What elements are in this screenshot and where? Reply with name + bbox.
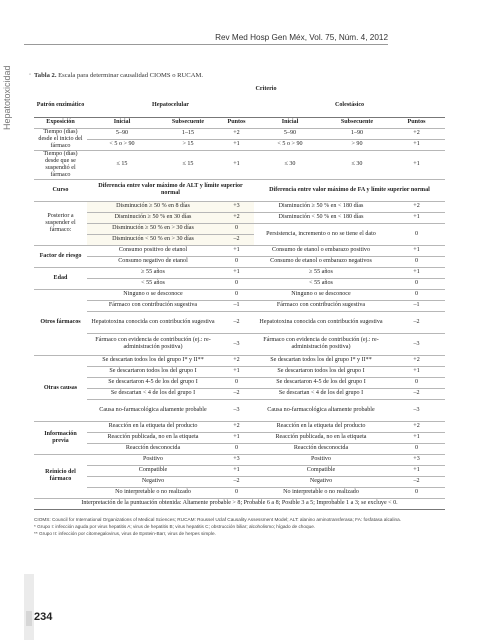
table-cell: Negativo — [87, 476, 219, 487]
col-exposicion: Exposición — [34, 117, 87, 128]
table-cell: 0 — [388, 223, 445, 245]
table-cell: < 55 años — [87, 278, 219, 289]
table-cell: ≤ 30 — [326, 150, 388, 179]
table-cell: Ninguno o se desconoce — [254, 289, 388, 300]
curso-header-fa: Diferencia entre valor máximo de FA y límite superior normal — [254, 179, 445, 201]
causality-table — [34, 84, 445, 510]
table-cell: 1–15 — [157, 128, 219, 139]
side-label-text: Hepatotoxicidad — [2, 65, 12, 130]
row-label-factor-riesgo: Factor de riesgo — [34, 245, 87, 267]
bullet-icon: ◦ — [29, 72, 32, 78]
table-cell: Consumo negativo de etanol — [87, 256, 219, 267]
table-cell: Disminución ≥ 50 % en > 30 días — [87, 223, 219, 234]
col-puntos-col: Puntos — [388, 117, 445, 128]
table-cell: Causa no-farmacológica altamente probable — [254, 399, 388, 421]
table-cell: Reacción desconocida — [87, 443, 219, 454]
table-cell: Disminución ≥ 50 % en 8 días — [87, 201, 219, 212]
row-label-tiempo-suspension: Tiempo (días) desde que se suspendió el fármaco — [34, 150, 87, 179]
table-cell: +1 — [219, 432, 254, 443]
row-label-informacion-previa: Información previa — [34, 421, 87, 454]
table-cell: +2 — [219, 212, 254, 223]
table-cell: Negativo — [254, 476, 388, 487]
col-puntos-hep: Puntos — [219, 117, 254, 128]
table-cell: Reacción desconocida — [254, 443, 388, 454]
table-cell: +1 — [219, 245, 254, 256]
table-cell: Fármaco con evidencia de contribución (ej.: re-administración positiva) — [87, 333, 219, 355]
interpretation-row: Interpretación de la puntuación obtenida: Altamente probable > 8; Probable 6 a 8; Posible 3 a 5; Improbable 1 a 3; se excluye < 0. — [34, 498, 445, 509]
page-number: 234 — [34, 611, 53, 623]
table-cell: Consumo positivo de etanol — [87, 245, 219, 256]
table-cell: –2 — [219, 388, 254, 399]
table-cell: +2 — [219, 355, 254, 366]
colestasico-header: Colestásico — [254, 95, 445, 117]
table-cell: +1 — [388, 465, 445, 476]
table-title-caption: Escala para determinar causalidad CIOMS o RUCAM. — [56, 72, 203, 79]
table-cell: Disminución ≥ 50 % en 30 días — [87, 212, 219, 223]
table-cell: 0 — [388, 278, 445, 289]
table-cell: –3 — [219, 333, 254, 355]
table-cell: Positivo — [87, 454, 219, 465]
table-cell: Hepatotoxina conocida con contribución sugestiva — [254, 311, 388, 333]
table-cell: ≥ 55 años — [87, 267, 219, 278]
header-rule — [24, 44, 388, 45]
table-cell: –2 — [388, 388, 445, 399]
table-cell: 0 — [388, 377, 445, 388]
table-cell: +2 — [388, 201, 445, 212]
table-title — [34, 72, 203, 79]
table-cell: 0 — [219, 377, 254, 388]
table-cell: 0 — [219, 487, 254, 498]
table-cell: Se descartaron 4-5 de los del grupo I — [87, 377, 219, 388]
hepatocelular-header: Hepatocelular — [87, 95, 254, 117]
table-cell: +1 — [388, 150, 445, 179]
table-cell: Persistencia, incremento o no se tiene el dato — [254, 223, 388, 245]
table-cell: +1 — [388, 139, 445, 150]
table-cell: +3 — [388, 454, 445, 465]
table-cell: ≤ 15 — [157, 150, 219, 179]
page-number-accent — [26, 611, 32, 626]
table-cell: 0 — [388, 443, 445, 454]
table-cell: ≤ 15 — [87, 150, 157, 179]
table-cell: Reacción publicada, no en la etiqueta — [254, 432, 388, 443]
table-cell: +1 — [219, 465, 254, 476]
table-cell: Consumo de etanol o embarazo negativos — [254, 256, 388, 267]
table-cell: Reacción en la etiqueta del producto — [254, 421, 388, 432]
table-cell: Se descartan todos los del grupo I* y II** — [87, 355, 219, 366]
table-cell: +2 — [219, 128, 254, 139]
table-cell: –2 — [219, 234, 254, 245]
table-cell: Causa no-farmacológica altamente probable — [87, 399, 219, 421]
table-cell: Reacción publicada, no en la etiqueta — [87, 432, 219, 443]
section-side-label — [1, 20, 15, 140]
table-cell: –2 — [219, 476, 254, 487]
table-cell: Fármaco con contribución sugestiva — [254, 300, 388, 311]
table-cell: –3 — [388, 399, 445, 421]
table-cell: 0 — [388, 487, 445, 498]
table-cell: Reacción en la etiqueta del producto — [87, 421, 219, 432]
col-inicial-col: Inicial — [254, 117, 326, 128]
row-label-reinicio: Reinicio del fármaco — [34, 454, 87, 498]
table-cell: –2 — [388, 311, 445, 333]
table-cell: Se descartan todos los del grupo I* y II** — [254, 355, 388, 366]
col-inicial-hep: Inicial — [87, 117, 157, 128]
running-header: Rev Med Hosp Gen Méx, Vol. 75, Núm. 4, 2012 — [215, 33, 388, 42]
table-cell: Se descartan < 4 de los del grupo I — [254, 388, 388, 399]
table-cell: Compatible — [87, 465, 219, 476]
table-cell: Disminución ≥ 50 % en < 180 días — [254, 201, 388, 212]
col-subsecuente-col: Subsecuente — [326, 117, 388, 128]
table-footnotes — [34, 517, 445, 537]
table-cell: 0 — [219, 256, 254, 267]
table-cell: Positivo — [254, 454, 388, 465]
table-cell: +3 — [219, 454, 254, 465]
table-cell: > 15 — [157, 139, 219, 150]
table-cell: +1 — [388, 245, 445, 256]
row-label-otros-farmacos: Otros fármacos — [34, 289, 87, 355]
table-cell: Ninguno o se desconoce — [87, 289, 219, 300]
row-label-tiempo-inicio: Tiempo (días) desde el inicio del fármaco — [34, 128, 87, 150]
table-cell: +1 — [388, 432, 445, 443]
table-cell: +1 — [219, 267, 254, 278]
table-cell: 0 — [219, 278, 254, 289]
table-cell: Disminución < 50 % en > 30 días — [87, 234, 219, 245]
table-cell: +2 — [388, 128, 445, 139]
table-cell: No interpretable o no realizado — [254, 487, 388, 498]
table-cell: +1 — [388, 366, 445, 377]
table-cell: –3 — [388, 333, 445, 355]
table-cell: < 55 años — [254, 278, 388, 289]
table-cell: < 5 o > 90 — [87, 139, 157, 150]
row-label-otras-causas: Otras causas — [34, 355, 87, 421]
table-cell: Disminución < 50 % en < 180 días — [254, 212, 388, 223]
criterio-header: Criterio — [255, 86, 277, 92]
table-cell: 5–90 — [254, 128, 326, 139]
table-cell: 0 — [388, 289, 445, 300]
table-cell: +1 — [388, 267, 445, 278]
table-cell: 0 — [219, 223, 254, 234]
table-cell: ≥ 55 años — [254, 267, 388, 278]
table-cell: 5–90 — [87, 128, 157, 139]
row-label-curso: Curso — [34, 179, 87, 201]
footnote-grupo-2: ** Grupo II: infección por citomegalovirus, virus de Epstein-Barr, virus de herpes simple. — [34, 530, 216, 536]
table-cell: +1 — [219, 150, 254, 179]
table-cell: –1 — [388, 300, 445, 311]
table-cell: –2 — [219, 311, 254, 333]
table-cell: –1 — [219, 300, 254, 311]
table-cell: No interpretable o no realizado — [87, 487, 219, 498]
table-cell: +2 — [219, 421, 254, 432]
table-cell: +2 — [388, 421, 445, 432]
page-margin-bar — [24, 574, 34, 640]
table-cell: Compatible — [254, 465, 388, 476]
table-cell: +2 — [388, 355, 445, 366]
table-cell: Se descartaron todos los del grupo I — [254, 366, 388, 377]
table-cell: Se descartaron todos los del grupo I — [87, 366, 219, 377]
table-cell: Fármaco con contribución sugestiva — [87, 300, 219, 311]
curso-header-alt: Diferencia entre valor máximo de ALT y límite superior normal — [87, 179, 254, 201]
table-cell: +3 — [219, 201, 254, 212]
table-cell: 0 — [219, 443, 254, 454]
row-label-posterior: Posterior a suspender el fármaco: — [34, 201, 87, 245]
table-cell: > 90 — [326, 139, 388, 150]
table-cell: Se descartaron 4-5 de los del grupo I — [254, 377, 388, 388]
table-cell: < 5 o > 90 — [254, 139, 326, 150]
table-cell: 1–90 — [326, 128, 388, 139]
table-cell: +1 — [219, 366, 254, 377]
table-cell: –2 — [388, 476, 445, 487]
table-cell: 0 — [219, 289, 254, 300]
footnote-abbreviations: CIOMS: Council for International Organizations of Medical Sciences; RUCAM: Roussel Uclaf Causality Assessment Model; ALT: alanino aminotransferasa; FA: fosfatasa alcalina. — [34, 517, 402, 522]
row-label-edad: Edad — [34, 267, 87, 289]
table-cell: +1 — [388, 212, 445, 223]
table-cell: 0 — [388, 256, 445, 267]
table-cell: +1 — [219, 139, 254, 150]
table-cell: ≤ 30 — [254, 150, 326, 179]
table-cell: Hepatotoxina conocida con contribución sugestiva — [87, 311, 219, 333]
table-cell: –3 — [219, 399, 254, 421]
table-title-label: Tabla 2. — [34, 72, 57, 79]
table-cell: Consumo de etanol o embarazo positivo — [254, 245, 388, 256]
footnote-grupo-1: * Grupo I: infección aguda por virus hepatitis A; virus de hepatitis B; virus hepatitis C; obstrucción biliar; alcoholismo; hígado de choque. — [34, 523, 316, 529]
patron-header: Patrón enzimático — [34, 95, 87, 117]
col-subsecuente-hep: Subsecuente — [157, 117, 219, 128]
table-cell: Fármaco con evidencia de contribución (ej.: re-administración positiva) — [254, 333, 388, 355]
table-cell: Se descartan < 4 de los del grupo I — [87, 388, 219, 399]
